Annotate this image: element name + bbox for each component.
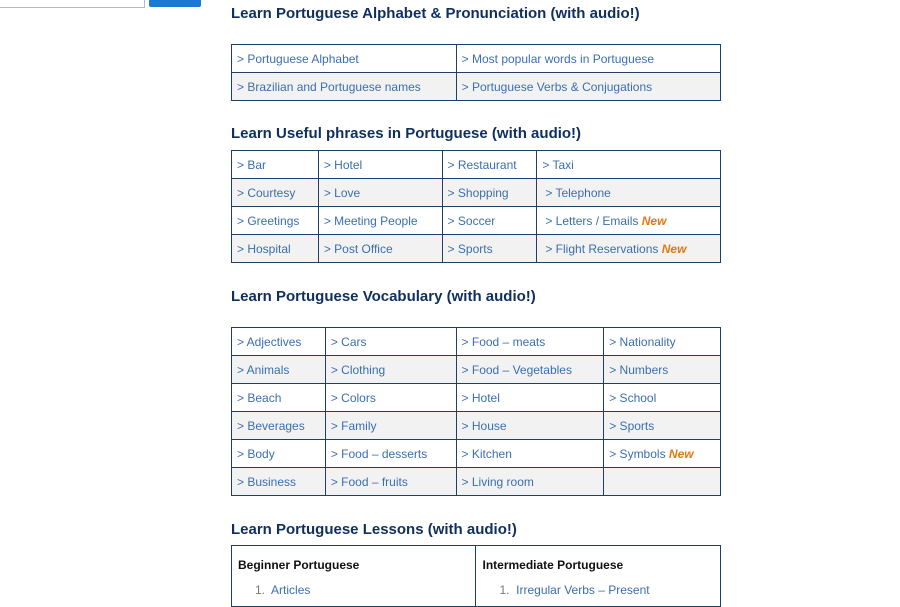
link-cars[interactable]: > Cars xyxy=(330,334,367,349)
table-cell[interactable] xyxy=(456,356,604,384)
list-item xyxy=(476,572,720,597)
table-cell[interactable] xyxy=(232,468,326,496)
alphabet-table xyxy=(231,44,721,101)
link-greetings[interactable]: > Greetings xyxy=(237,213,300,228)
table-cell[interactable] xyxy=(232,384,326,412)
link-symbols[interactable]: > Symbols xyxy=(609,446,666,461)
link-kitchen[interactable]: > Kitchen xyxy=(461,446,512,461)
link-names[interactable]: > Brazilian and Portuguese names xyxy=(237,79,421,94)
link-living-room[interactable]: > Living room xyxy=(461,474,534,489)
table-cell[interactable] xyxy=(232,440,326,468)
link-colors[interactable]: > Colors xyxy=(330,390,376,405)
search-button[interactable] xyxy=(149,0,201,7)
link-flight-reservations[interactable]: > Flight Reservations xyxy=(545,241,659,256)
table-row xyxy=(232,546,721,607)
link-hotel[interactable]: > Hotel xyxy=(323,157,363,172)
table-cell[interactable] xyxy=(442,151,537,179)
vocabulary-table xyxy=(231,327,721,496)
table-cell[interactable] xyxy=(325,328,456,356)
new-badge: New xyxy=(661,241,687,256)
link-nationality[interactable]: > Nationality xyxy=(609,334,676,349)
phrases-heading: Learn Useful phrases in Portuguese (with audio!) xyxy=(231,125,582,142)
link-food-fruits[interactable]: > Food – fruits xyxy=(330,474,408,489)
vocabulary-heading: Learn Portuguese Vocabulary (with audio!) xyxy=(231,288,536,305)
search-input[interactable] xyxy=(0,0,145,8)
link-shopping[interactable]: > Shopping xyxy=(447,185,509,200)
list-number: 1. xyxy=(499,583,510,597)
link-adjectives[interactable]: > Adjectives xyxy=(237,334,302,349)
table-cell[interactable] xyxy=(318,179,442,207)
link-food-desserts[interactable]: > Food – desserts xyxy=(330,446,428,461)
link-portuguese-alphabet[interactable]: > Portuguese Alphabet xyxy=(237,51,359,66)
beginner-column xyxy=(232,546,476,607)
table-cell[interactable] xyxy=(232,235,319,263)
table-row xyxy=(232,468,721,496)
table-cell[interactable] xyxy=(232,73,457,101)
link-courtesy[interactable]: > Courtesy xyxy=(237,185,296,200)
intermediate-column xyxy=(476,546,721,607)
table-cell[interactable] xyxy=(325,412,456,440)
table-row xyxy=(232,73,721,101)
table-cell[interactable] xyxy=(604,356,721,384)
beginner-title: Beginner Portuguese xyxy=(238,558,360,572)
link-telephone[interactable]: > Telephone xyxy=(545,185,611,200)
alphabet-heading: Learn Portuguese Alphabet & Pronunciation (with audio!) xyxy=(231,5,640,22)
link-irregular-verbs-present[interactable]: Irregular Verbs – Present xyxy=(516,583,650,597)
table-row xyxy=(232,151,721,179)
table-row xyxy=(232,384,721,412)
table-row xyxy=(232,235,721,263)
lessons-heading: Learn Portuguese Lessons (with audio!) xyxy=(231,521,517,538)
table-cell[interactable] xyxy=(456,440,604,468)
new-badge: New xyxy=(668,446,694,461)
table-row xyxy=(232,207,721,235)
link-letters-emails[interactable]: > Letters / Emails xyxy=(545,213,639,228)
table-cell[interactable] xyxy=(232,179,319,207)
table-cell[interactable] xyxy=(456,328,604,356)
link-vocab-hotel[interactable]: > Hotel xyxy=(461,390,500,405)
table-cell[interactable] xyxy=(604,440,721,468)
link-vocab-sports[interactable]: > Sports xyxy=(609,418,655,433)
table-cell[interactable] xyxy=(232,328,326,356)
table-cell[interactable] xyxy=(537,235,721,263)
phrases-table xyxy=(231,150,721,263)
table-cell[interactable] xyxy=(456,45,720,73)
link-restaurant[interactable]: > Restaurant xyxy=(447,157,517,172)
lessons-table xyxy=(231,545,721,607)
link-food-meats[interactable]: > Food – meats xyxy=(461,334,546,349)
link-numbers[interactable]: > Numbers xyxy=(609,362,669,377)
table-cell[interactable] xyxy=(232,151,319,179)
link-clothing[interactable]: > Clothing xyxy=(330,362,386,377)
link-business[interactable]: > Business xyxy=(237,474,297,489)
table-row xyxy=(232,412,721,440)
table-cell[interactable] xyxy=(232,412,326,440)
link-animals[interactable]: > Animals xyxy=(237,362,290,377)
table-cell[interactable] xyxy=(537,207,721,235)
table-cell[interactable] xyxy=(232,207,319,235)
table-cell[interactable] xyxy=(325,440,456,468)
empty-cell xyxy=(604,468,721,496)
table-cell[interactable] xyxy=(604,412,721,440)
table-cell[interactable] xyxy=(318,235,442,263)
table-cell[interactable] xyxy=(232,356,326,384)
table-cell[interactable] xyxy=(456,73,720,101)
link-popular-words[interactable]: > Most popular words in Portuguese xyxy=(461,51,655,66)
table-cell[interactable] xyxy=(442,207,537,235)
link-hospital[interactable]: > Hospital xyxy=(237,241,291,256)
new-badge: New xyxy=(641,213,667,228)
table-cell[interactable] xyxy=(318,151,442,179)
link-meeting-people[interactable]: > Meeting People xyxy=(323,213,418,228)
link-soccer[interactable]: > Soccer xyxy=(447,213,496,228)
table-cell[interactable] xyxy=(442,179,537,207)
link-beverages[interactable]: > Beverages xyxy=(237,418,305,433)
link-articles[interactable]: Articles xyxy=(271,583,311,597)
link-beach[interactable]: > Beach xyxy=(237,390,282,405)
link-taxi[interactable]: > Taxi xyxy=(542,157,574,172)
table-cell[interactable] xyxy=(456,412,604,440)
table-cell[interactable] xyxy=(604,384,721,412)
link-food-vegetables[interactable]: > Food – Vegetables xyxy=(461,362,572,377)
link-post-office[interactable]: > Post Office xyxy=(323,241,393,256)
link-school[interactable]: > School xyxy=(609,390,657,405)
table-cell[interactable] xyxy=(318,207,442,235)
table-cell[interactable] xyxy=(325,468,456,496)
link-body[interactable]: > Body xyxy=(237,446,275,461)
table-row xyxy=(232,356,721,384)
table-cell[interactable] xyxy=(604,328,721,356)
table-row xyxy=(232,179,721,207)
table-cell[interactable] xyxy=(325,356,456,384)
table-row xyxy=(232,440,721,468)
table-cell[interactable] xyxy=(537,151,721,179)
link-sports[interactable]: > Sports xyxy=(447,241,493,256)
link-family[interactable]: > Family xyxy=(330,418,377,433)
table-cell[interactable] xyxy=(325,384,456,412)
list-item xyxy=(232,572,475,597)
table-cell[interactable] xyxy=(442,235,537,263)
link-verbs-conjugations[interactable]: > Portuguese Verbs & Conjugations xyxy=(461,79,653,94)
list-number: 1. xyxy=(255,583,266,597)
table-cell[interactable] xyxy=(537,179,721,207)
link-house[interactable]: > House xyxy=(461,418,507,433)
link-bar[interactable]: > Bar xyxy=(237,157,267,172)
table-row xyxy=(232,45,721,73)
table-row xyxy=(232,328,721,356)
link-love[interactable]: > Love xyxy=(323,185,361,200)
intermediate-title: Intermediate Portuguese xyxy=(482,558,624,572)
table-cell[interactable] xyxy=(456,468,604,496)
table-cell[interactable] xyxy=(232,45,457,73)
table-cell[interactable] xyxy=(456,384,604,412)
